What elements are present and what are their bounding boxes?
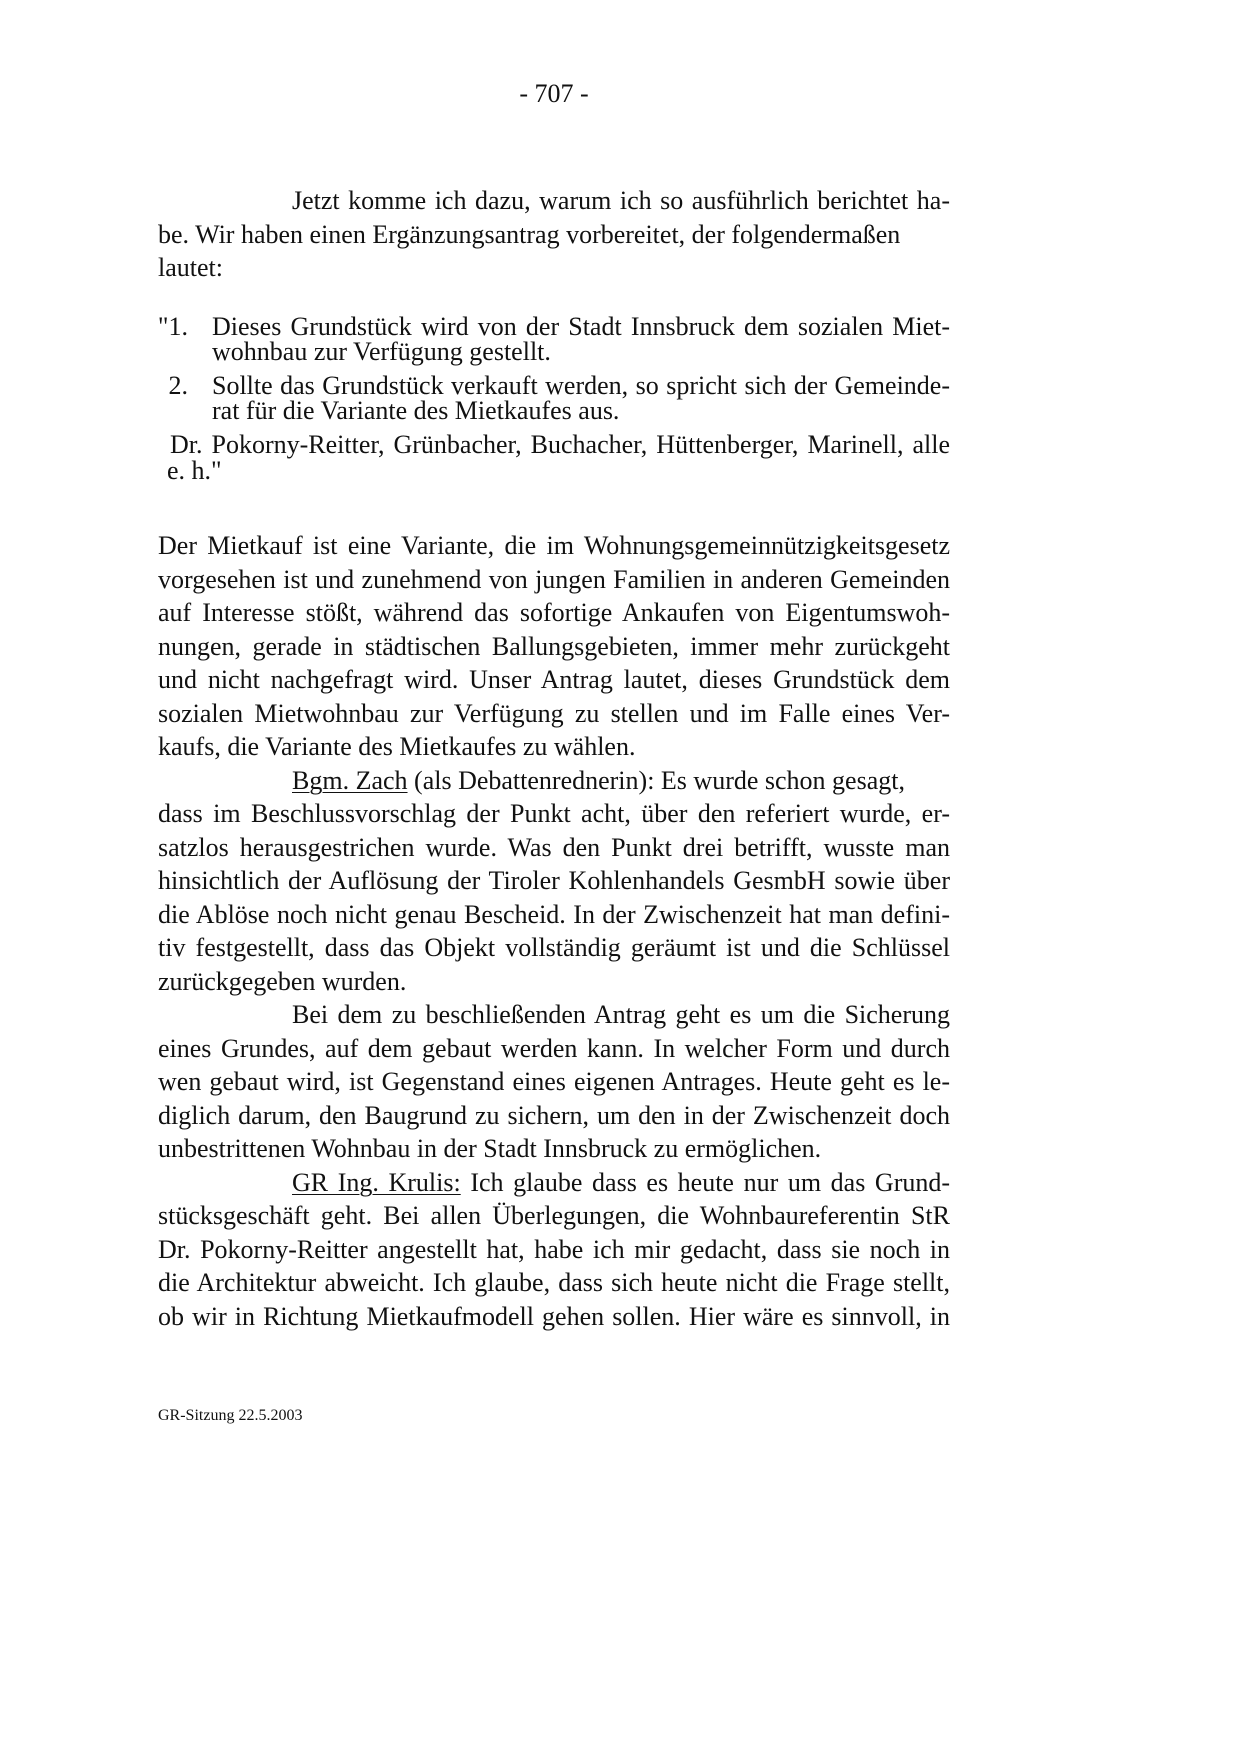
- text-line: und nicht nachgefragt wird. Unser Antrag lautet, dieses Grundstück dem: [158, 665, 950, 694]
- text-line: be. Wir haben einen Ergänzungsantrag vorbereitet, der folgendermaßen: [158, 220, 901, 249]
- text-line: ob wir in Richtung Mietkaufmodell gehen sollen. Hier wäre es sinnvoll, in: [158, 1301, 950, 1331]
- text-line: sozialen Mietwohnbau zur Verfügung zu stellen und im Falle eines Ver-: [158, 698, 950, 728]
- speaker-name: GR Ing. Krulis:: [292, 1167, 461, 1197]
- motion-item-line: wohnbau zur Verfügung gestellt.: [212, 337, 551, 366]
- text-line: tiv festgestellt, dass das Objekt vollständig geräumt ist und die Schlüssel: [158, 933, 950, 962]
- text-line: stücksgeschäft geht. Bei allen Überlegungen, die Wohnbaureferentin StR: [158, 1201, 950, 1230]
- text-line: vorgesehen ist und zunehmend von jungen Familien in anderen Gemeinden: [158, 564, 950, 594]
- page-number: - 707 -: [519, 79, 589, 108]
- text-line: wen gebaut wird, ist Gegenstand eines eigenen Antrages. Heute geht es le-: [158, 1067, 950, 1096]
- speech-text: (als Debattenrednerin): Es wurde schon gesagt,: [414, 765, 905, 795]
- signatories-line: e. h.": [167, 456, 222, 485]
- signatories-line: Dr. Pokorny-Reitter, Grünbacher, Buchacher, Hüttenberger, Marinell, alle: [170, 430, 950, 459]
- motion-item-line: Dieses Grundstück wird von der Stadt Innsbruck dem sozialen Miet-: [212, 312, 950, 341]
- text-line: die Architektur abweicht. Ich glaube, dass sich heute nicht die Frage stellt,: [158, 1268, 950, 1297]
- text-line: nungen, gerade in städtischen Ballungsgebieten, immer mehr zurückgeht: [158, 631, 950, 661]
- text-line: zurückgegeben wurden.: [158, 966, 407, 996]
- speech-first-line: [292, 764, 950, 798]
- motion-item-line: rat für die Variante des Mietkaufes aus.: [212, 396, 620, 425]
- text-line: Bei dem zu beschließenden Antrag geht es um die Sicherung: [292, 1000, 950, 1029]
- footer-session-date: GR-Sitzung 22.5.2003: [158, 1407, 303, 1424]
- text-line: Jetzt komme ich dazu, warum ich so ausführlich berichtet ha-: [292, 186, 950, 215]
- speech-first-line: [292, 1166, 950, 1200]
- text-line: die Ablöse noch nicht genau Bescheid. In der Zwischenzeit hat man defini-: [158, 899, 950, 929]
- text-line: eines Grundes, auf dem gebaut werden kann. In welcher Form und durch: [158, 1033, 950, 1063]
- speaker-name: Bgm. Zach: [292, 765, 408, 795]
- text-line: Der Mietkauf ist eine Variante, die im Wohnungsgemeinnützigkeitsgesetz: [158, 531, 950, 560]
- text-line: hinsichtlich der Auflösung der Tiroler Kohlenhandels GesmbH sowie über: [158, 866, 950, 895]
- text-line: lautet:: [158, 253, 223, 282]
- motion-item-line: Sollte das Grundstück verkauft werden, so spricht sich der Gemeinde-: [212, 371, 950, 400]
- text-line: diglich darum, den Baugrund zu sichern, um den in der Zwischenzeit doch: [158, 1100, 950, 1130]
- text-line: dass im Beschlussvorschlag der Punkt acht, über den referiert wurde, er-: [158, 799, 950, 828]
- motion-item-number: "1.: [157, 312, 188, 341]
- text-line: kaufs, die Variante des Mietkaufes zu wählen.: [158, 732, 636, 761]
- text-line: unbestrittenen Wohnbau in der Stadt Innsbruck zu ermöglichen.: [158, 1134, 822, 1163]
- motion-item-number: 2.: [168, 371, 188, 400]
- speech-text: Ich glaube dass es heute nur um das Grund-: [470, 1167, 951, 1197]
- text-line: auf Interesse stößt, während das sofortige Ankaufen von Eigentumswoh-: [158, 598, 950, 627]
- text-line: satzlos herausgestrichen wurde. Was den Punkt drei betrifft, wusste man: [158, 832, 950, 862]
- text-line: Dr. Pokorny-Reitter angestellt hat, habe ich mir gedacht, dass sie noch in: [158, 1234, 950, 1264]
